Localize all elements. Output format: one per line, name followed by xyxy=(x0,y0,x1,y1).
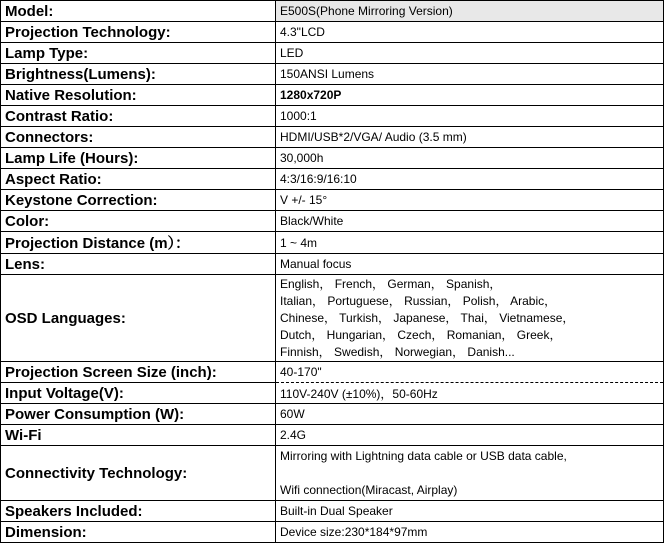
osd-languages-line: Chinese， Turkish， Japanese， Thai， Vietnamese， xyxy=(280,310,575,325)
table-row xyxy=(1,106,664,127)
spec-value-dimension: Device size:230*184*97mm xyxy=(276,522,664,543)
table-row xyxy=(1,148,664,169)
spec-label-dimension: Dimension: xyxy=(1,522,276,543)
table-row xyxy=(1,522,664,543)
table-row xyxy=(1,22,664,43)
table-row xyxy=(1,501,664,522)
spec-label-lens: Lens: xyxy=(1,254,276,275)
table-row xyxy=(1,211,664,232)
spec-label-speakers-included: Speakers Included: xyxy=(1,501,276,522)
table-row xyxy=(1,383,664,404)
osd-languages-line: Dutch， Hungarian， Czech， Romanian， Greek， xyxy=(280,327,562,342)
spec-label-native-resolution: Native Resolution: xyxy=(1,85,276,106)
table-row xyxy=(1,169,664,190)
spec-label-brightness: Brightness(Lumens): xyxy=(1,64,276,85)
table-row xyxy=(1,43,664,64)
spec-value-lamp-type: LED xyxy=(276,43,664,64)
table-row xyxy=(1,275,664,362)
spec-value-lamp-life: 30,000h xyxy=(276,148,664,169)
spec-value-lens: Manual focus xyxy=(276,254,664,275)
spec-value-input-voltage: 110V-240V (±10%)，50-60Hz xyxy=(276,383,664,404)
spec-value-projection-technology: 4.3"LCD xyxy=(276,22,664,43)
spec-label-keystone-correction: Keystone Correction: xyxy=(1,190,276,211)
spec-value-contrast-ratio: 1000:1 xyxy=(276,106,664,127)
spec-value-color: Black/White xyxy=(276,211,664,232)
table-row xyxy=(1,127,664,148)
osd-languages-line: Italian， Portuguese， Russian， Polish， Arabic， xyxy=(280,293,557,308)
spec-value-power-consumption: 60W xyxy=(276,404,664,425)
spec-label-input-voltage: Input Voltage(V): xyxy=(1,383,276,404)
spec-value-connectors: HDMI/USB*2/VGA/ Audio (3.5 mm) xyxy=(276,127,664,148)
spec-label-projection-distance: Projection Distance (m）： xyxy=(1,232,276,254)
spec-label-lamp-type: Lamp Type: xyxy=(1,43,276,64)
spec-value-brightness: 150ANSI Lumens xyxy=(276,64,664,85)
table-row xyxy=(1,446,664,501)
spec-label-model: Model: xyxy=(1,1,276,22)
osd-languages-line: English， French， German， Spanish， xyxy=(280,276,502,291)
spec-value-model: E500S(Phone Mirroring Version) xyxy=(276,1,664,22)
spec-label-projection-screen-size: Projection Screen Size (inch): xyxy=(1,362,276,383)
connectivity-line: Mirroring with Lightning data cable or USB data cable, xyxy=(280,448,567,463)
table-row xyxy=(1,254,664,275)
table-row xyxy=(1,64,664,85)
table-row xyxy=(1,232,664,254)
spec-value-osd-languages xyxy=(276,275,664,362)
spec-label-contrast-ratio: Contrast Ratio: xyxy=(1,106,276,127)
spec-value-aspect-ratio: 4:3/16:9/16:10 xyxy=(276,169,664,190)
spec-label-osd-languages: OSD Languages: xyxy=(1,275,276,362)
table-row xyxy=(1,190,664,211)
spec-value-speakers-included: Built-in Dual Speaker xyxy=(276,501,664,522)
spec-label-wifi: Wi-Fi xyxy=(1,425,276,446)
table-row xyxy=(1,404,664,425)
spec-value-keystone-correction: V +/- 15° xyxy=(276,190,664,211)
spec-label-aspect-ratio: Aspect Ratio: xyxy=(1,169,276,190)
table-row xyxy=(1,425,664,446)
spec-value-projection-distance: 1 ~ 4m xyxy=(276,232,664,254)
spec-value-native-resolution: 1280x720P xyxy=(276,85,664,106)
connectivity-line: Wifi connection(Miracast, Airplay) xyxy=(280,482,458,497)
spec-label-power-consumption: Power Consumption (W): xyxy=(1,404,276,425)
spec-label-connectors: Connectors: xyxy=(1,127,276,148)
table-row xyxy=(1,1,664,22)
spec-value-projection-screen-size: 40-170" xyxy=(276,362,664,383)
spec-label-lamp-life: Lamp Life (Hours): xyxy=(1,148,276,169)
table-row xyxy=(1,85,664,106)
table-row xyxy=(1,362,664,383)
osd-languages-line: Finnish， Swedish， Norwegian， Danish... xyxy=(280,344,515,359)
spec-label-color: Color: xyxy=(1,211,276,232)
spec-value-wifi: 2.4G xyxy=(276,425,664,446)
spec-label-connectivity-technology: Connectivity Technology: xyxy=(1,446,276,501)
spec-label-projection-technology: Projection Technology: xyxy=(1,22,276,43)
spec-value-connectivity-technology xyxy=(276,446,664,501)
connectivity-spacer xyxy=(280,465,659,482)
